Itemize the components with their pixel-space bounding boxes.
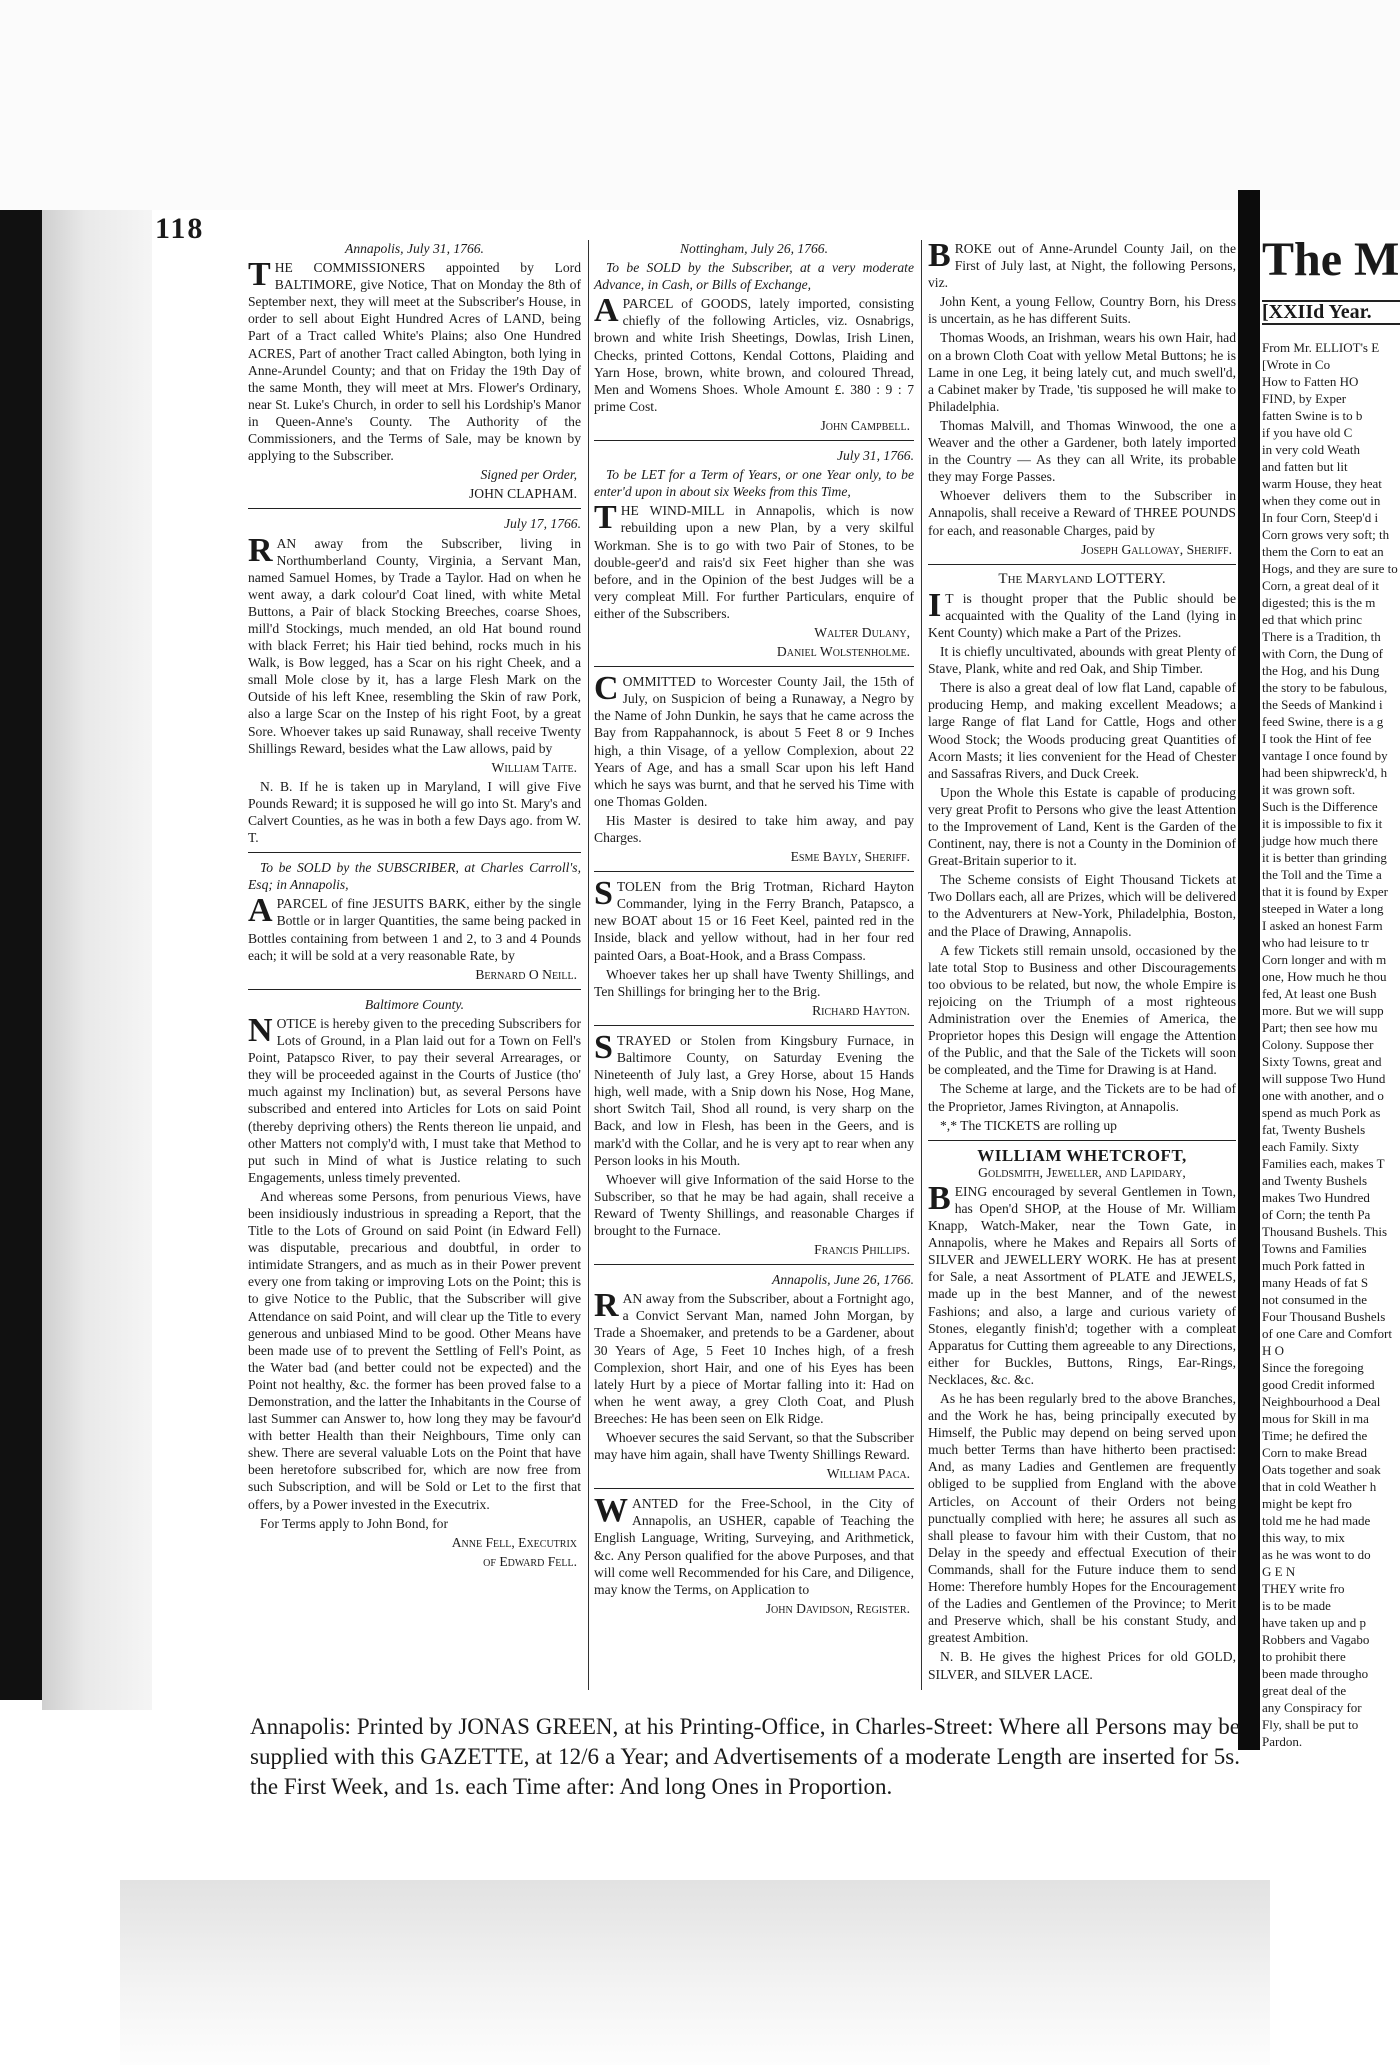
drop-cap: B [928, 1179, 951, 1217]
column-rule [588, 240, 589, 1690]
adjacent-page-line: vantage I once found by [1262, 748, 1388, 763]
ad-body: PARCEL of fine JESUITS BARK, either by the single Bottle or in larger Quantities, the same being packed in Bottles containing from between 1 and 2, to 3 and 4 Pounds each; it will be sold at a very reasonable Rate, by [248, 896, 581, 963]
adjacent-page-line: fed, At least one Bush [1262, 986, 1377, 1001]
divider [594, 1264, 914, 1265]
advertisement-jesuits-bark [248, 859, 581, 983]
advertisement-fells-point [248, 996, 581, 1570]
adjacent-page-line: Neighbourhood a Deal [1262, 1394, 1381, 1409]
advertisement-commissioners [248, 240, 581, 502]
adjacent-page-line: in very cold Weath [1262, 442, 1360, 457]
adjacent-page-line: Hogs, and they are sure to [1262, 561, 1398, 576]
advertisement-whetcroft [928, 1147, 1236, 1683]
ad-paragraph: Whoever delivers them to the Subscriber in Annapolis, shall receive a Reward of THREE POUNDS for each, and reasonable Charges, paid by [928, 488, 1236, 538]
adjacent-page-line: ed that which princ [1262, 612, 1362, 627]
signature: John Davidson, Register. [765, 1600, 910, 1616]
adjacent-page-line: In four Corn, Steep'd i [1262, 510, 1379, 525]
divider [594, 440, 914, 441]
ad-paragraph: Thomas Malvill, and Thomas Winwood, the one a Weaver and the other a Gardener, both lately imported in the Country — As they can all Write, its probable they may Forge Passes. [928, 417, 1236, 485]
divider [248, 508, 581, 509]
dateline: July 17, 1766. [503, 516, 581, 532]
advertisement-stolen-boat [594, 875, 914, 1019]
adjacent-page-line: each Family. Sixty [1262, 1139, 1360, 1154]
adjacent-page-line: is to be made [1262, 1598, 1331, 1613]
drop-cap: W [594, 1492, 628, 1530]
scan-margin-left [42, 210, 152, 1710]
column-2 [594, 240, 914, 1619]
ad-title: The Maryland LOTTERY. [998, 570, 1166, 587]
adjacent-page-line: had been shipwreck'd, h [1262, 765, 1388, 780]
adjacent-page-line: great deal of the [1262, 1683, 1347, 1698]
adjacent-page-line: spend as much Pork as [1262, 1105, 1381, 1120]
signature: John Campbell. [820, 417, 910, 433]
signature: Anne Fell, Executrix [451, 1534, 577, 1550]
ad-body: TOLEN from the Brig Trotman, Richard Hayton Commander, lying in the Ferry Branch, Patapsco, a new BOAT about 15 or 16 Feet Keel, painted red in the Inside, black and yellow without, had in her four red painted Oars, a Boat-Hook, and a Brass Compass. [594, 879, 914, 963]
adjacent-page-line: G E N [1262, 1564, 1296, 1579]
ad-body: OTICE is hereby given to the preceding Subscribers for Lots of Ground, in a Plan laid out for a Town on Fell's Point, Patapsco River, to pay their several Arrearages, or they will be proceeded against in the Courts of Justice (tho' much against my Inclination) but, as several Persons have subscribed and entered into Articles for Lots on said Point (thereby depriving others) the Rents thereon lie unpaid, and other Matters not comply'd with, I must take that Method to put such in Mind of what is Justice relating to such Engagements, unless timely prevented. [248, 1015, 581, 1185]
adjacent-page-line: [Wrote in Co [1262, 357, 1331, 372]
divider [248, 989, 581, 990]
advertisement-usher-wanted [594, 1492, 914, 1617]
adjacent-page-line: Colony. Suppose ther [1262, 1037, 1374, 1052]
signature: Esme Bayly, Sheriff. [790, 849, 910, 865]
signature: of Edward Fell. [483, 1553, 577, 1569]
drop-cap: A [248, 892, 273, 930]
divider [594, 1488, 914, 1489]
drop-cap: T [594, 499, 617, 537]
scan-margin-bottom [120, 1880, 1270, 2065]
adjacent-page-line: Time; he defired the [1262, 1428, 1368, 1443]
adjacent-page-line: many Heads of fat S [1262, 1275, 1369, 1290]
adjacent-page-line: one, How much he thou [1262, 969, 1387, 984]
adjacent-page-line: Towns and Families [1262, 1241, 1367, 1256]
adjacent-page-line: Corn longer and with m [1262, 952, 1387, 967]
volume-fragment: [XXIId Year. [1262, 300, 1400, 325]
binding-shadow-left [0, 210, 42, 1700]
advertisement-wind-mill [594, 447, 914, 660]
drop-cap: I [928, 586, 942, 624]
signature: Daniel Wolstenholme. [776, 644, 910, 660]
drop-cap: T [248, 256, 271, 294]
masthead-fragment: The M [1262, 233, 1400, 286]
dateline: Annapolis, July 31, 1766. [345, 241, 484, 256]
adjacent-page-line: Four Thousand Bushels [1262, 1309, 1386, 1324]
drop-cap: R [594, 1287, 619, 1325]
adjacent-page-line: with Corn, the Dung of [1262, 646, 1383, 661]
divider [928, 1140, 1236, 1141]
column-3 [928, 237, 1236, 1685]
drop-cap: R [248, 531, 273, 569]
ad-body-continued: And whereas some Persons, from penurious Views, have been insidiously industrious in spreading a Report, that the Title to the Lots of Ground on said Point (in Edward Fell) was disputable, precarious and doubtful, in order to intimidate Strangers, and as much as in their Power prevent every one from taking or improving Lots on the Point; this is to give Notice to the Public, that the Subscriber will give Attendance on said Point, and will clear up the Title to every generous and unbiased Mind to be good. Other Means have been made use of to prevent the Settling of Fell's Point, as the Water bad (and better could not be expected) and the Point not healthy, &c. the former has been proved false to a Demonstration, and the latter the Inhabitants in the Course of last Summer can Answer to, how long they may be favour'd with better Health than their Neighbours, Time only can shew. There are several valuable Lots on the Point that have been heretofore subscribed for, which are now free from such Subscription, and will be Sold or Let to the first that offers, by a Power invested in the Executrix. [248, 1188, 581, 1512]
terms-line: For Terms apply to John Bond, for [260, 1515, 448, 1531]
adjacent-page-line: There is a Tradition, th [1262, 629, 1381, 644]
adjacent-page-line: and fatten but lit [1262, 459, 1348, 474]
advertisement-strayed-horse [594, 1028, 914, 1258]
signature: William Taite. [491, 759, 577, 775]
adjacent-page-line: steeped in Water a long [1262, 901, 1384, 916]
adjacent-page-line: Pardon. [1262, 1734, 1303, 1749]
nota-bene: N. B. If he is taken up in Maryland, I will give Five Pounds Reward; it is supposed he will go into St. Mary's and Calvert Counties, as he was in both a few Days ago. from W. T. [248, 778, 581, 846]
ad-paragraph: John Kent, a young Fellow, Country Born, his Dress is uncertain, as he has different Suits. [928, 294, 1236, 327]
adjacent-page-line: Corn to make Bread [1262, 1445, 1368, 1460]
adjacent-page-line: Sixty Towns, great and [1262, 1054, 1382, 1069]
adjacent-page-line: have taken up and p [1262, 1615, 1366, 1630]
adjacent-page-line: much Pork fatted in [1262, 1258, 1365, 1273]
adjacent-page-line: fatten Swine is to b [1262, 408, 1363, 423]
adjacent-page-line: Since the foregoing [1262, 1360, 1364, 1375]
ad-body-continued: Whoever takes her up shall have Twenty Shillings, and Ten Shillings for bringing her to the Brig. [594, 966, 914, 999]
colophon: Annapolis: Printed by JONAS GREEN, at his Printing-Office, in Charles-Street: Where all Persons may be supplied with this GAZETTE, at 12/6 a Year; and Advertisements of a moderate Length are inserted for 5s. the First Week, and 1s. each Time after: And long Ones in Proportion. [250, 1714, 1240, 1799]
adjacent-page-line: it was grown soft. [1262, 782, 1356, 797]
dateline: July 31, 1766. [836, 448, 914, 464]
adjacent-page-line: How to Fatten HO [1262, 374, 1359, 389]
dateline: Annapolis, June 26, 1766. [772, 1272, 914, 1288]
adjacent-page [1262, 200, 1400, 1749]
ad-body: HE WIND-MILL in Annapolis, which is now rebuilding upon a new Plan, by a very skilful Workman. She is to go with two Pair of Stones, to be double-geer'd and rais'd six Feet higher than she was before, and in the Opinion of the best Judges will be a very compleat Mill. For further Particulars, enquire of either of the Subscribers. [594, 503, 914, 621]
adjacent-page-line: that it is found by Exper [1262, 884, 1389, 899]
adjacent-page-line: this way, to mix [1262, 1530, 1345, 1545]
adjacent-page-line: Corn grows very soft; th [1262, 527, 1390, 542]
adjacent-page-line: makes Two Hundred [1262, 1190, 1370, 1205]
divider [594, 1025, 914, 1026]
ad-paragraph: As he has been regularly bred to the above Branches, and the Work he has, being principally executed by Himself, the Public may depend on being served upon much better Terms than have hitherto been practised: And, as many Ladies and Gentlemen are frequently obliged to be supplied from England with the above Articles, on Account of their Orders not being punctually complied with here; he assures all such as shall please to favour him with their Custom, that no Delay in the speedy and effectual Execution of their Commands, shall for the Future induce them to send Home: Therefore humbly Hopes for the Encouragement of the Ladies and Gentlemen of the Province; to Merit and Preserve which, shall be his constant Study, and greatest Ambition. [928, 1391, 1236, 1646]
column-1 [248, 240, 581, 1572]
adjacent-page-line: the Toll and the Time a [1262, 867, 1382, 882]
adjacent-page-line: that in cold Weather h [1262, 1479, 1377, 1494]
divider [594, 871, 914, 872]
signature: JOHN CLAPHAM. [468, 486, 577, 502]
adjacent-page-line: as he was wont to do [1262, 1547, 1371, 1562]
ad-body: T is thought proper that the Public should be acquainted with the Quality of the Land (lying in Kent County) which make a Part of the Prizes. [928, 590, 1236, 640]
adjacent-page-line: it is better than grinding [1262, 850, 1387, 865]
adjacent-page-line: THEY write fro [1262, 1581, 1345, 1596]
drop-cap: S [594, 875, 613, 913]
adjacent-page-line: told me he had made [1262, 1513, 1371, 1528]
page-number: 118 [155, 212, 205, 245]
adjacent-page-line: when they come out in [1262, 493, 1381, 508]
adjacent-page-line: of one Care and Comfort [1262, 1326, 1392, 1341]
drop-cap: N [248, 1011, 273, 1049]
ad-lead: To be LET for a Term of Years, or one Year only, to be enter'd upon in about six Weeks from this Time, [594, 467, 914, 500]
advertisement-parcel-of-goods [594, 240, 914, 434]
signed-line: Signed per Order, [480, 467, 577, 483]
adjacent-page-line: Thousand Bushels. This [1262, 1224, 1388, 1239]
adjacent-page-line: fat, Twenty Bushels [1262, 1122, 1366, 1137]
adjacent-page-line: I asked an honest Farm [1262, 918, 1383, 933]
signature: Francis Phillips. [814, 1242, 910, 1258]
ad-paragraph: Upon the Whole this Estate is capable of producing very great Profit to Persons who give the least Attention to the Improvement of Land, Kent is the Garden of the Continent, nay, there is not a County in the Dominion of Great-Britain superior to it. [928, 784, 1236, 869]
adjacent-page-line: Corn, a great deal of it [1262, 578, 1379, 593]
page-gutter [1238, 190, 1260, 1750]
drop-cap: A [594, 292, 619, 330]
ad-body: EING encouraged by several Gentlemen in Town, has Open'd SHOP, at the House of Mr. William Knapp, Watch-Maker, near the Town Gate, in Annapolis, where he Makes and Repairs all Sorts of SILVER and JEWELLERY WORK. He has at present for Sale, a neat Assortment of PLATE and JEWELS, made up in the best Manner, and of the newest Fashions; and also, a large and curious variety of Stones, elegantly finish'd; together with a compleat Apparatus for Cutting them agreeable to any Directions, either for Buckles, Buttons, Rings, Ear-Rings, Necklaces, &c. &c. [928, 1183, 1236, 1387]
divider [928, 564, 1236, 565]
adjacent-page-line: feed Swine, there is a g [1262, 714, 1384, 729]
advertisement-runaway-homes [248, 515, 581, 846]
signature: Joseph Galloway, Sheriff. [1081, 541, 1232, 557]
adjacent-page-text [1262, 339, 1400, 1750]
ad-paragraph: It is chiefly uncultivated, abounds with great Plenty of Stave, Plank, white and red Oak, and Ship Timber. [928, 644, 1236, 677]
ad-paragraph: Thomas Woods, an Irishman, wears his own Hair, had on a brown Cloth Coat with yellow Metal Buttons; he is Lame in one Leg, it being lately cut, and much swell'd, a Cabinet maker by Trade, 'tis supposed he will make to Philadelphia. [928, 330, 1236, 414]
nota-bene: N. B. He gives the highest Prices for old GOLD, SILVER, and SILVER LACE. [928, 1649, 1236, 1682]
adjacent-page-line: warm House, they heat [1262, 476, 1382, 491]
adjacent-page-line: who had leisure to tr [1262, 935, 1369, 950]
adjacent-page-line: one with another, and o [1262, 1088, 1384, 1103]
advertisement-committed-dunkin [594, 670, 914, 865]
ad-paragraph: A few Tickets still remain unsold, occasioned by the late total Stop to Business and other Discouragements too obvious to be related, but now, the whole Empire is rejoicing on the Triumph of a most righteous Administration over the Enemies of America, the Proprietor hopes this Design will engage the Attention of the Public, and that the Sale of the Tickets will soon be compleated, and the Time for Drawing is at Hand. [928, 942, 1236, 1078]
adjacent-page-line: and Twenty Bushels [1262, 1173, 1368, 1188]
adjacent-page-line: the Seeds of Mankind i [1262, 697, 1383, 712]
divider [248, 852, 581, 853]
adjacent-page-line: them the Corn to eat an [1262, 544, 1384, 559]
ad-body: ANTED for the Free-School, in the City of Annapolis, an USHER, capable of Teaching the English Language, Writing, Surveying, and Arithmetick, &c. Any Person qualified for the above Purposes, and that will come well Recommended for his Care, and Diligence, may know the Terms, on Application to [594, 1496, 914, 1597]
adjacent-page-line: Robbers and Vagabo [1262, 1632, 1370, 1647]
ad-paragraph: The Scheme at large, and the Tickets are to be had of the Proprietor, James Rivington, at Annapolis. [928, 1081, 1236, 1114]
adjacent-page-line: Part; then see how mu [1262, 1020, 1378, 1035]
dateline: Nottingham, July 26, 1766. [679, 241, 828, 256]
adjacent-page-line: more. But we will supp [1262, 1003, 1384, 1018]
drop-cap: C [594, 670, 619, 708]
adjacent-page-line: mous for Skill in ma [1262, 1411, 1369, 1426]
adjacent-page-line: if you have old C [1262, 425, 1353, 440]
signature: Richard Hayton. [812, 1002, 910, 1018]
adjacent-page-line: FIND, by Exper [1262, 391, 1347, 406]
adjacent-page-line: Oats together and soak [1262, 1462, 1381, 1477]
adjacent-page-line: judge how much there [1262, 833, 1378, 848]
adjacent-page-line: Fly, shall be put to [1262, 1717, 1359, 1732]
drop-cap: B [928, 237, 951, 274]
signature: William Paca. [826, 1466, 910, 1482]
adjacent-page-line: will suppose Two Hund [1262, 1071, 1386, 1086]
adjacent-page-line: been made througho [1262, 1666, 1369, 1681]
ad-body: OMMITTED to Worcester County Jail, the 15th of July, on Suspicion of being a Runaway, a Negro by the Name of John Dunkin, he says that he came across the Bay from Rappahannock, is about 5 Feet 8 or 9 Inches high, a thin Visage, of a yellow Complexion, about 22 Years of Age, and has a small Scar upon his left Hand which he says was burnt, and that he served his Time with one Thomas Golden. [594, 674, 914, 809]
ad-note: *,* The TICKETS are rolling up [940, 1117, 1117, 1133]
adjacent-page-line: digested; this is the m [1262, 595, 1376, 610]
ad-body-continued: Whoever secures the said Servant, so that the Subscriber may have him again, shall have Twenty Shillings Reward. [594, 1430, 914, 1463]
dateline: Baltimore County. [364, 996, 465, 1012]
scan-margin-top [0, 0, 1400, 210]
ad-body: ROKE out of Anne-Arundel County Jail, on the First of July last, at Night, the following Persons, viz. [928, 241, 1236, 291]
adjacent-page-line: H O [1262, 1343, 1285, 1358]
ad-lead: To be SOLD by the SUBSCRIBER, at Charles Carroll's, Esq; in Annapolis, [248, 860, 581, 893]
advertisement-runaway-morgan [594, 1271, 914, 1482]
adjacent-page-line: of Corn; the tenth Pa [1262, 1207, 1371, 1222]
advertisement-jail-break [928, 237, 1236, 558]
advertisement-maryland-lottery [928, 571, 1236, 1134]
adjacent-page-line: From Mr. ELLIOT's E [1262, 340, 1380, 355]
ad-body: AN away from the Subscriber, about a Fortnight ago, a Convict Servant Man, named John Morgan, by Trade a Shoemaker, and pretends to be a Gardener, about 30 Years of Age, 5 Feet 10 Inches high, of a fresh Complexion, short Hair, and one of his Eyes has been lately Hurt by a piece of Mortar falling into it: Had on when he went away, a grey Cloth Coat, and Plush Breeches: He has been seen on Elk Ridge. [594, 1291, 914, 1426]
ad-body: AN away from the Subscriber, living in Northumberland County, Virginia, a Servant Man, named Samuel Homes, by Trade a Taylor. Had on when he went away, a dark colour'd Coat lined, with white Metal Buttons, a Pair of black Stocking Breeches, coarse Shoes, mill'd Stockings, much mended, an old Hat bound round with black Ferret; his Hair tied behind, rocks much in his Walk, is Bow legged, has a Scar on his right Cheek, and a small Mole close by it, has a large Flesh Mark on the Outside of his left Knee, resembling the Skin of raw Pork, also a large Scar on the Instep of his right Foot, by a great Sore. Whoever takes up said Runaway, shall receive Twenty Shillings Reward, besides what the Law allows, paid by [248, 535, 581, 756]
adjacent-page-line: I took the Hint of fee [1262, 731, 1372, 746]
adjacent-page-line: the Hog, and his Dung [1262, 663, 1380, 678]
ad-body: TRAYED or Stolen from Kingsbury Furnace, in Baltimore County, on Saturday Evening the Nineteenth of July last, a Grey Horse, about 15 Hands high, well made, with a Snip down his Nose, Hog Mane, short Switch Tail, Shod all round, is very sharp on the Back, and low in Flesh, has been in the Geers, and is mark'd with the Collar, and he is very apt to rear when any Person looks in his Mouth. [594, 1032, 914, 1168]
adjacent-page-line: it is impossible to fix it [1262, 816, 1383, 831]
adjacent-page-line: Families each, makes T [1262, 1156, 1385, 1171]
adjacent-page-line: the story to be fabulous, [1262, 680, 1388, 695]
divider [594, 666, 914, 667]
adjacent-page-line: Such is the Difference [1262, 799, 1378, 814]
ad-body-continued: Whoever will give Information of the said Horse to the Subscriber, so that he may be had again, shall receive a Reward of Twenty Shillings, and reasonable Charges if brought to the Furnace. [594, 1171, 914, 1238]
ad-body: PARCEL of GOODS, lately imported, consisting chiefly of the following Articles, viz. Osnabrigs, brown and white Irish Sheetings, Dowlas, Irish Linen, Checks, printed Cottons, Kendal Cottons, Plaiding and Yarn Hose, brown, white brown, and coloured Thread, Men and Womens Shoes. Whole Amount £. 380 : 9 : 7 prime Cost. [594, 296, 914, 414]
ad-paragraph: There is also a great deal of low flat Land, capable of producing Hemp, and making excellent Meadows; a large Range of flat Land for Cattle, Hogs and other Wood Stock; the Woods producing great Quantities of Acorn Masts; it lies convenient for the Head of Chester and Sassafras Rivers, and Duck Creek. [928, 680, 1236, 781]
column-rule [921, 240, 922, 1690]
signature: Walter Dulany, [814, 624, 910, 640]
drop-cap: S [594, 1028, 613, 1066]
ad-lead: To be SOLD by the Subscriber, at a very moderate Advance, in Cash, or Bills of Exchange, [594, 260, 914, 293]
ad-body: HE COMMISSIONERS appointed by Lord BALTIMORE, give Notice, That on Monday the 8th of September next, they will meet at the Subscriber's House, in order to sell about Eight Hundred Acres of LAND, being Part of a Tract called White's Plains; also One Hundred ACRES, Part of another Tract called Abington, both lying in Anne-Arundel County; and that on Friday the 19th Day of the same Month, they will meet at Mrs. Flower's Ordinary, near St. Luke's Church, in order to sell his Lordship's Manor in Queen-Anne's County. The Authority of the Commissioners, and the Terms of Sale, may be known by applying to the Subscriber. [248, 260, 581, 464]
ad-paragraph: The Scheme consists of Eight Thousand Tickets at Two Dollars each, all are Prizes, which will be delivered to the Adventurers at New-York, Philadelphia, Boston, and the Place of Drawing, Annapolis. [928, 872, 1236, 939]
adjacent-page-line: to prohibit there [1262, 1649, 1346, 1664]
adjacent-page-line: might be kept fro [1262, 1496, 1352, 1511]
ad-subtitle: Goldsmith, Jeweller, and Lapidary, [978, 1164, 1186, 1180]
adjacent-page-line: not consumed in the [1262, 1292, 1368, 1307]
ad-body-continued: His Master is desired to take him away, and pay Charges. [594, 812, 914, 845]
signature: Bernard O Neill. [475, 966, 577, 982]
ad-title: WILLIAM WHETCROFT, [977, 1145, 1187, 1165]
adjacent-page-line: good Credit informed [1262, 1377, 1375, 1392]
adjacent-page-line: any Conspiracy for [1262, 1700, 1362, 1715]
